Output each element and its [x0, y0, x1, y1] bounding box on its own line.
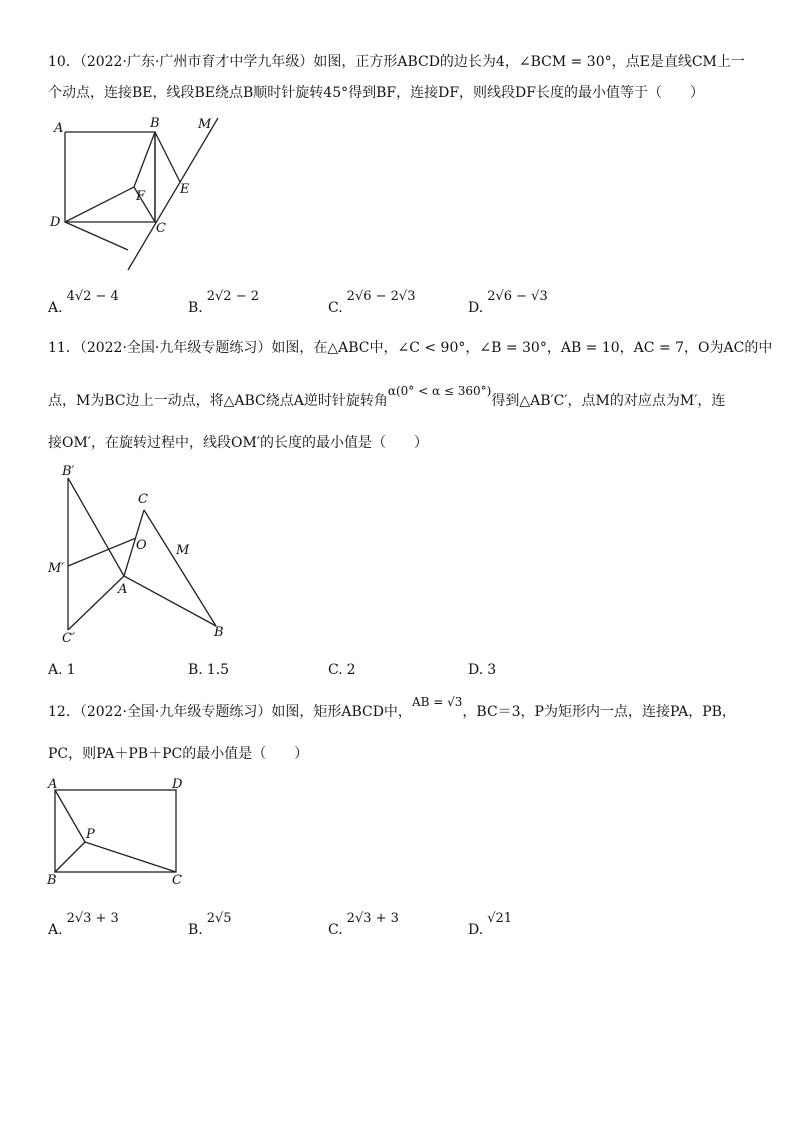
q12-rectangle [55, 790, 176, 872]
q11-figure [40, 458, 240, 648]
option-value: 2 [346, 662, 356, 678]
q12-option-b[interactable] [188, 911, 232, 938]
q10-segment-be [155, 132, 180, 182]
q10-label-b: B [150, 116, 160, 131]
q10-label-m: M [198, 117, 212, 132]
q10-label-f: F [136, 189, 146, 204]
q12-label-a: A [48, 777, 58, 792]
q11-label-c: C [138, 492, 148, 507]
option-value: 2√5 [206, 911, 232, 926]
option-label: A. [48, 922, 63, 938]
q11-segment-cp-a [68, 576, 124, 630]
option-label: D. [468, 922, 484, 938]
q11-segment-bp-a [68, 478, 124, 576]
q10-figure [40, 110, 230, 275]
option-value: 2√2 − 2 [206, 289, 260, 304]
option-value: 2√3 + 3 [66, 911, 119, 926]
q11-label-b: B [214, 625, 224, 640]
q11-segment-a-b [124, 576, 216, 626]
q12-stem-line2: PC，则PA＋PB＋PC的最小值是（ ） [48, 746, 309, 762]
option-value: 1.5 [206, 662, 230, 678]
q12-stem-line1 [48, 695, 736, 721]
q12-ab-value: AB = √3 [411, 695, 463, 709]
q11-option-b[interactable] [188, 662, 229, 678]
q11-label-m: M [176, 543, 190, 558]
q10-segment-bf [134, 132, 155, 187]
q12-label-d: D [172, 777, 183, 792]
q11-segment-c-b [144, 510, 216, 626]
option-label: D. [468, 300, 484, 316]
option-value: 2√3 + 3 [346, 911, 399, 926]
q10-square [65, 132, 155, 222]
q10-option-a[interactable] [48, 289, 119, 316]
q11-label-o: O [136, 538, 147, 553]
option-label: C. [328, 662, 343, 678]
q11-stem-line2-b: 得到△AB′C′，点M的对应点为M′，连 [491, 393, 726, 409]
option-value: 2√6 − 2√3 [346, 289, 416, 304]
q10-stem-line2: 个动点，连接BE，线段BE绕点B顺时针旋转45°得到BF，连接DF，则线段DF长度的最小值等于（ ） [48, 85, 704, 101]
option-value: 3 [487, 662, 497, 678]
q10-label-d: D [50, 215, 61, 230]
q11-option-c[interactable] [328, 662, 356, 678]
q10-option-b[interactable] [188, 289, 260, 316]
option-value: √21 [487, 911, 513, 926]
q12-stem-line1-a: 12．（2022·全国·九年级专题练习）如图，矩形ABCD中， [48, 704, 412, 720]
q11-option-d[interactable] [468, 662, 496, 678]
option-label: B. [188, 662, 203, 678]
q11-stem-line1: 11．（2022·全国·九年级专题练习）如图，在△ABC中，∠C < 90°，∠B = 30°，AB = 10，AC = 7，O为AC的中 [48, 340, 773, 356]
q11-segment-mp-o [68, 538, 136, 566]
option-label: A. [48, 662, 63, 678]
q12-stem-line1-b: ，BC＝3，P为矩形内一点，连接PA，PB， [462, 704, 736, 720]
q11-label-a: A [118, 582, 128, 597]
q11-label-mp: M′ [48, 561, 65, 576]
q11-option-a[interactable] [48, 662, 75, 678]
q12-segment-pc [85, 842, 176, 872]
q12-segment-pa [55, 790, 85, 842]
q12-option-c[interactable] [328, 911, 399, 938]
q10-label-e: E [180, 182, 190, 197]
q12-figure [40, 774, 200, 889]
q11-rotation-angle: α(0° < α ≤ 360°) [387, 384, 492, 398]
q12-label-b: B [47, 873, 57, 888]
option-label: D. [468, 662, 484, 678]
option-label: B. [188, 300, 203, 316]
q11-stem-line2 [48, 384, 726, 410]
option-label: B. [188, 922, 203, 938]
option-label: A. [48, 300, 63, 316]
q10-option-c[interactable] [328, 289, 416, 316]
q11-label-cp: C′ [62, 631, 75, 646]
q12-segment-pb [55, 842, 85, 872]
q10-segment-df [65, 187, 134, 222]
q10-stem-line1: 10．（2022·广东·广州市育才中学九年级）如图，正方形ABCD的边长为4，∠BCM = 30°，点E是直线CM上一 [48, 54, 745, 70]
q10-label-c: C [156, 221, 166, 236]
q11-stem-line3: 接OM′，在旋转过程中，线段OM′的长度的最小值是（ ） [48, 435, 428, 451]
q12-label-p: P [86, 827, 95, 842]
option-label: C. [328, 922, 343, 938]
option-value: 4√2 − 4 [66, 289, 119, 304]
q11-label-bp: B′ [62, 464, 75, 479]
q10-segment-dn [65, 222, 128, 250]
q11-stem-line2-a: 点，M为BC边上一动点，将△ABC绕点A逆时针旋转角 [48, 393, 388, 409]
q12-label-c: C [172, 873, 182, 888]
q12-option-d[interactable] [468, 911, 513, 938]
q12-option-a[interactable] [48, 911, 119, 938]
option-label: C. [328, 300, 343, 316]
option-value: 1 [66, 662, 76, 678]
q10-option-d[interactable] [468, 289, 548, 316]
q10-label-a: A [54, 121, 64, 136]
option-value: 2√6 − √3 [487, 289, 548, 304]
